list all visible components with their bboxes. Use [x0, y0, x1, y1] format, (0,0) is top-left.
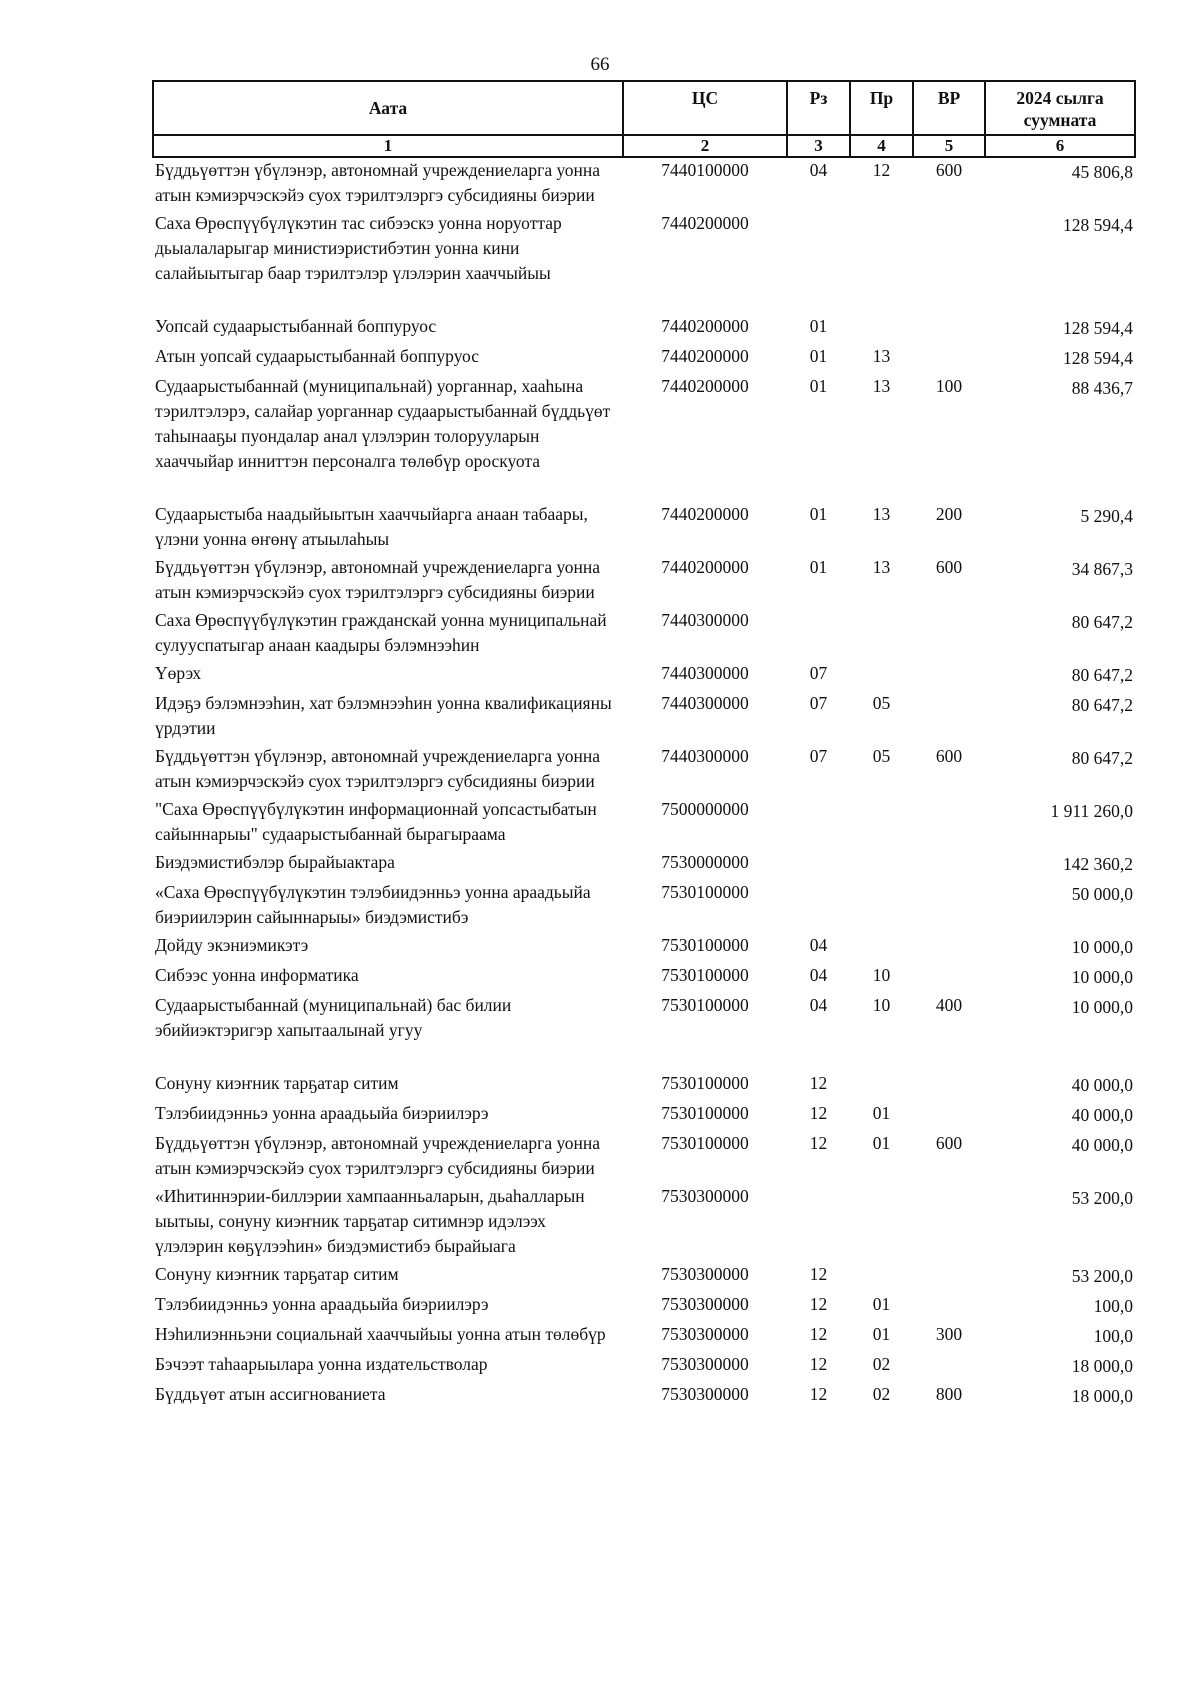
- column-number-row: [153, 135, 1135, 157]
- row-rz-code: 12: [809, 1354, 828, 1374]
- row-cs-code: 7530300000: [661, 1324, 749, 1344]
- column-number: 1: [153, 135, 623, 157]
- row-rz-code: 01: [809, 316, 828, 336]
- row-sum: 40 000,0: [1071, 1135, 1133, 1155]
- row-vr-code: [913, 314, 985, 344]
- table-row: [153, 555, 1135, 608]
- row-vr-code: [913, 1262, 985, 1292]
- row-cs-code: 7530300000: [661, 1186, 749, 1206]
- table-row: [153, 691, 1135, 744]
- header-vr: ВР: [913, 81, 985, 135]
- row-name: Судаарыстыбаннай (муниципальнай) бас билии эбийиэктэригэр хапытаалынай угуу: [155, 995, 512, 1040]
- row-rz-code: 12: [809, 1294, 828, 1314]
- row-sum: 128 594,4: [1063, 215, 1133, 235]
- table-row: [153, 211, 1135, 314]
- header-rz: Рз: [787, 81, 850, 135]
- row-cs-code: 7440300000: [661, 693, 749, 713]
- row-vr-code: [913, 1071, 985, 1101]
- row-pr-code: 02: [872, 1384, 891, 1404]
- row-rz-code: [787, 880, 850, 933]
- row-cs-code: 7500000000: [661, 799, 749, 819]
- row-sum: 80 647,2: [1071, 695, 1133, 715]
- row-name: «Саха Өрөспүүбүлүкэтин тэлэбиидэнньэ уонна араадьыйа биэриилэрин сайыннарыы» биэдэмистибэ: [155, 882, 591, 927]
- table-row: [153, 1101, 1135, 1131]
- row-vr-code: 600: [935, 1133, 963, 1153]
- row-sum: 10 000,0: [1071, 997, 1133, 1017]
- row-vr-code: [913, 880, 985, 933]
- row-name: Бүддьүөттэн үбүлэнэр, автономнай учреждениеларга уонна атын кэмиэрчэскэйэ суох тэрилтэлэргэ субсидияны биэрии: [155, 557, 601, 602]
- row-rz-code: 01: [809, 376, 828, 396]
- row-rz-code: [787, 1184, 850, 1262]
- table-row: [153, 608, 1135, 661]
- table-row: [153, 1262, 1135, 1292]
- row-cs-code: 7530100000: [661, 882, 749, 902]
- row-cs-code: 7530100000: [661, 1073, 749, 1093]
- row-pr-code: 13: [872, 376, 891, 396]
- table-row: [153, 502, 1135, 555]
- column-number: 5: [913, 135, 985, 157]
- budget-table-container: [152, 80, 1134, 1412]
- table-body: [153, 157, 1135, 1412]
- row-cs-code: 7530300000: [661, 1354, 749, 1374]
- row-sum: 53 200,0: [1071, 1188, 1133, 1208]
- row-rz-code: 12: [809, 1103, 828, 1123]
- row-name: Сибээс уонна информатика: [155, 965, 359, 985]
- row-cs-code: 7530100000: [661, 995, 749, 1015]
- row-rz-code: [787, 850, 850, 880]
- row-sum: 80 647,2: [1071, 612, 1133, 632]
- row-vr-code: [913, 850, 985, 880]
- row-name: Судаарыстыбаннай (муниципальнай) уорганнар, хааһына тэрилтэлэрэ, салайар уорганнар судаарыстыбаннай бүддьүөт таһынааҕы пуондалар анал үлэлэрин толорууларын хааччыйар инниттэн персоналга төлөбүр ороскуота: [155, 376, 611, 471]
- row-rz-code: [787, 608, 850, 661]
- row-cs-code: 7530100000: [661, 1133, 749, 1153]
- row-vr-code: [913, 211, 985, 314]
- row-pr-code: [850, 1071, 913, 1101]
- header-row: [153, 81, 1135, 135]
- row-name: Бүддьүөттэн үбүлэнэр, автономнай учреждениеларга уонна атын кэмиэрчэскэйэ суох тэрилтэлэргэ субсидияны биэрии: [155, 1133, 601, 1178]
- row-name: Үөрэх: [155, 663, 202, 683]
- row-pr-code: 13: [872, 346, 891, 366]
- row-rz-code: 12: [809, 1384, 828, 1404]
- row-cs-code: 7440200000: [661, 213, 749, 233]
- row-vr-code: [913, 661, 985, 691]
- column-number: 3: [787, 135, 850, 157]
- row-pr-code: [850, 1262, 913, 1292]
- table-row: [153, 1292, 1135, 1322]
- row-vr-code: [913, 963, 985, 993]
- row-pr-code: 12: [872, 160, 891, 180]
- row-rz-code: 04: [809, 995, 828, 1015]
- row-sum: 128 594,4: [1063, 318, 1133, 338]
- row-pr-code: [850, 608, 913, 661]
- row-name: Уопсай судаарыстыбаннай боппуруос: [155, 316, 437, 336]
- row-rz-code: 04: [809, 965, 828, 985]
- row-name: Биэдэмистибэлэр бырайыактара: [155, 852, 395, 872]
- row-rz-code: 01: [809, 504, 828, 524]
- row-rz-code: 12: [809, 1264, 828, 1284]
- row-vr-code: 800: [935, 1384, 963, 1404]
- row-rz-code: 04: [809, 160, 828, 180]
- row-vr-code: [913, 933, 985, 963]
- table-row: [153, 157, 1135, 211]
- row-pr-code: [850, 797, 913, 850]
- row-name: Сонуну киэҥник тарҕатар ситим: [155, 1073, 399, 1093]
- row-sum: 5 290,4: [1080, 506, 1133, 526]
- row-cs-code: 7440300000: [661, 663, 749, 683]
- table-row: [153, 1184, 1135, 1262]
- row-cs-code: 7440200000: [661, 376, 749, 396]
- row-vr-code: [913, 1184, 985, 1262]
- row-sum: 80 647,2: [1071, 748, 1133, 768]
- row-pr-code: 02: [872, 1354, 891, 1374]
- row-vr-code: [913, 797, 985, 850]
- row-name: Тэлэбиидэнньэ уонна араадьыйа биэриилэрэ: [155, 1294, 489, 1314]
- header-cs: ЦС: [623, 81, 787, 135]
- row-cs-code: 7530100000: [661, 935, 749, 955]
- row-name: Саха Өрөспүүбүлүкэтин тас сибээскэ уонна норуоттар дьыалаларыгар министиэристибэтин уонна кини салайыытыгар баар тэрилтэлэр үлэлэрин хааччыйыы: [155, 213, 562, 283]
- row-pr-code: [850, 850, 913, 880]
- row-cs-code: 7530000000: [661, 852, 749, 872]
- budget-table: [152, 80, 1136, 1412]
- row-rz-code: 12: [809, 1133, 828, 1153]
- row-cs-code: 7530100000: [661, 965, 749, 985]
- row-cs-code: 7440100000: [661, 160, 749, 180]
- row-pr-code: [850, 211, 913, 314]
- row-name: Судаарыстыба наадыйыытын хааччыйарга анаан табаары, үлэни уонна өҥөнү атыылаһыы: [155, 504, 588, 549]
- table-row: [153, 314, 1135, 344]
- row-rz-code: 07: [809, 693, 828, 713]
- column-number: 2: [623, 135, 787, 157]
- row-vr-code: [913, 1352, 985, 1382]
- row-pr-code: [850, 661, 913, 691]
- row-pr-code: 13: [872, 504, 891, 524]
- row-sum: 88 436,7: [1071, 378, 1133, 398]
- row-sum: 50 000,0: [1071, 884, 1133, 904]
- row-vr-code: 600: [935, 746, 963, 766]
- row-pr-code: 01: [872, 1103, 891, 1123]
- table-row: [153, 1382, 1135, 1412]
- row-sum: 18 000,0: [1071, 1386, 1133, 1406]
- row-pr-code: 10: [872, 965, 891, 985]
- row-cs-code: 7440200000: [661, 504, 749, 524]
- row-cs-code: 7530100000: [661, 1103, 749, 1123]
- row-name: Нэһилиэнньэни социальнай хааччыйыы уонна атын төлөбүр: [155, 1324, 606, 1344]
- table-row: [153, 1131, 1135, 1184]
- header-pr: Пр: [850, 81, 913, 135]
- row-cs-code: 7440200000: [661, 346, 749, 366]
- row-rz-code: [787, 797, 850, 850]
- row-rz-code: 04: [809, 935, 828, 955]
- table-row: [153, 1071, 1135, 1101]
- row-rz-code: 12: [809, 1324, 828, 1344]
- row-sum: 100,0: [1093, 1326, 1133, 1346]
- row-rz-code: [787, 211, 850, 314]
- row-vr-code: 600: [935, 160, 963, 180]
- page-number: 66: [590, 54, 610, 75]
- row-name: Бүддьүөт атын ассигнованиета: [155, 1384, 386, 1404]
- table-row: [153, 850, 1135, 880]
- row-cs-code: 7440200000: [661, 557, 749, 577]
- header-sum: 2024 сылга суумната: [985, 81, 1135, 135]
- row-sum: 40 000,0: [1071, 1105, 1133, 1125]
- row-pr-code: 05: [872, 693, 891, 713]
- row-rz-code: 01: [809, 346, 828, 366]
- table-row: [153, 933, 1135, 963]
- row-vr-code: [913, 608, 985, 661]
- row-sum: 18 000,0: [1071, 1356, 1133, 1376]
- row-sum: 45 806,8: [1071, 162, 1133, 182]
- row-cs-code: 7530300000: [661, 1264, 749, 1284]
- row-cs-code: 7530300000: [661, 1294, 749, 1314]
- row-rz-code: 01: [809, 557, 828, 577]
- row-name: Сонуну киэҥник тарҕатар ситим: [155, 1264, 399, 1284]
- row-sum: 80 647,2: [1071, 665, 1133, 685]
- row-pr-code: [850, 314, 913, 344]
- row-sum: 10 000,0: [1071, 967, 1133, 987]
- row-rz-code: 07: [809, 663, 828, 683]
- table-row: [153, 744, 1135, 797]
- row-pr-code: 01: [872, 1133, 891, 1153]
- table-row: [153, 993, 1135, 1071]
- row-cs-code: 7440300000: [661, 746, 749, 766]
- row-vr-code: 200: [935, 504, 963, 524]
- row-pr-code: 13: [872, 557, 891, 577]
- row-pr-code: 05: [872, 746, 891, 766]
- row-sum: 142 360,2: [1063, 854, 1133, 874]
- row-vr-code: 100: [935, 376, 963, 396]
- row-vr-code: [913, 1292, 985, 1322]
- row-pr-code: 01: [872, 1324, 891, 1344]
- row-name: Саха Өрөспүүбүлүкэтин гражданскай уонна муниципальнай сулууспатыгар анаан каадыры бэлэмнээһин: [155, 610, 607, 655]
- row-name: Бүддьүөттэн үбүлэнэр, автономнай учреждениеларга уонна атын кэмиэрчэскэйэ суох тэрилтэлэргэ субсидияны биэрии: [155, 160, 601, 205]
- row-pr-code: [850, 933, 913, 963]
- row-name: Бүддьүөттэн үбүлэнэр, автономнай учреждениеларга уонна атын кэмиэрчэскэйэ суох тэрилтэлэргэ субсидияны биэрии: [155, 746, 601, 791]
- table-row: [153, 963, 1135, 993]
- row-vr-code: [913, 691, 985, 744]
- table-row: [153, 1322, 1135, 1352]
- row-name: Тэлэбиидэнньэ уонна араадьыйа биэриилэрэ: [155, 1103, 489, 1123]
- row-name: Атын уопсай судаарыстыбаннай боппуруос: [155, 346, 479, 366]
- row-cs-code: 7440300000: [661, 610, 749, 630]
- row-vr-code: [913, 1101, 985, 1131]
- row-cs-code: 7530300000: [661, 1384, 749, 1404]
- row-rz-code: 07: [809, 746, 828, 766]
- column-number: 6: [985, 135, 1135, 157]
- row-pr-code: [850, 880, 913, 933]
- row-name: Дойду экэниэмикэтэ: [155, 935, 309, 955]
- table-row: [153, 661, 1135, 691]
- row-sum: 128 594,4: [1063, 348, 1133, 368]
- row-name: Идэҕэ бэлэмнээһин, хат бэлэмнээһин уонна квалификацияны үрдэтии: [155, 693, 612, 738]
- row-vr-code: 300: [935, 1324, 963, 1344]
- row-sum: 100,0: [1093, 1296, 1133, 1316]
- column-number: 4: [850, 135, 913, 157]
- row-sum: 1 911 260,0: [1050, 801, 1133, 821]
- row-vr-code: [913, 344, 985, 374]
- row-rz-code: 12: [809, 1073, 828, 1093]
- row-pr-code: [850, 1184, 913, 1262]
- row-name: Бэчээт таһаарыылара уонна издательстволар: [155, 1354, 488, 1374]
- row-name: «Иһитиннэрии-биллэрии хампаанньаларын, дьаһалларын ыытыы, сонуну киэҥник тарҕатар ситимнэр идэлээх үлэлэрин көҕүлээһин» биэдэмистибэ бырайыага: [155, 1186, 585, 1256]
- row-cs-code: 7440200000: [661, 316, 749, 336]
- table-row: [153, 374, 1135, 502]
- row-vr-code: 400: [935, 995, 963, 1015]
- row-sum: 34 867,3: [1071, 559, 1133, 579]
- row-pr-code: 01: [872, 1294, 891, 1314]
- table-row: [153, 880, 1135, 933]
- row-pr-code: 10: [872, 995, 891, 1015]
- row-vr-code: 600: [935, 557, 963, 577]
- row-name: "Саха Өрөспүүбүлүкэтин информационнай уопсастыбатын сайыннарыы" судаарыстыбаннай бырагыраама: [155, 799, 597, 844]
- table-row: [153, 1352, 1135, 1382]
- table-row: [153, 344, 1135, 374]
- row-sum: 10 000,0: [1071, 937, 1133, 957]
- row-sum: 40 000,0: [1071, 1075, 1133, 1095]
- header-name: Аата: [153, 81, 623, 135]
- table-row: [153, 797, 1135, 850]
- row-sum: 53 200,0: [1071, 1266, 1133, 1286]
